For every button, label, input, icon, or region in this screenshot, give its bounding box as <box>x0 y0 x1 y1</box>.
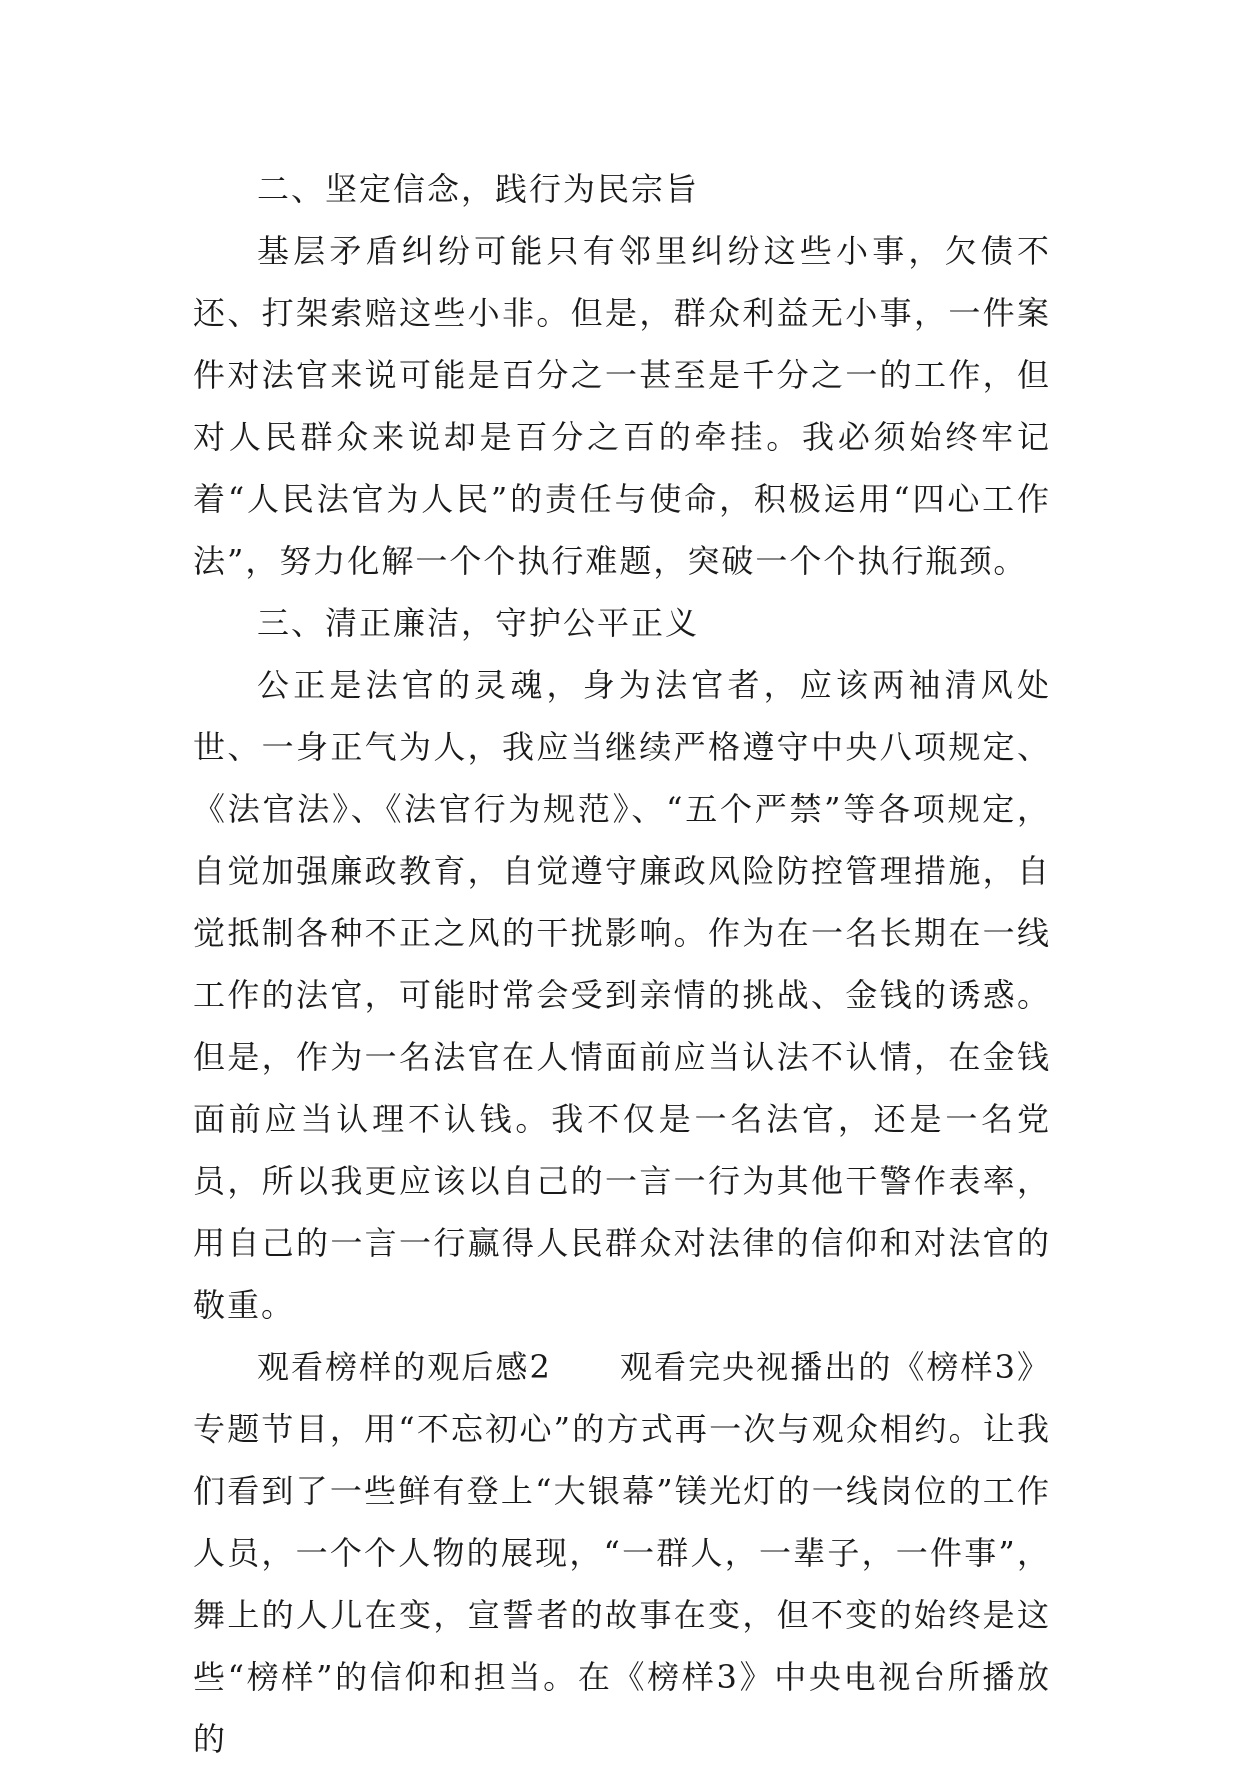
section-heading-2: 二、坚定信念，践行为民宗旨 <box>257 170 700 208</box>
body-paragraph: 基层矛盾纠纷可能只有邻里纠纷这些小事，欠债不还、打架索赔这些小非。但是，群众利益无小事，一件案件对法官来说可能是百分之一甚至是千分之一的工作，但对人民群众来说却是百分之百的牵挂。我必须始终牢记着“人民法官为人民”的责任与使命，积极运用“四心工作法”，努力化解一个个执行难题，突破一个个执行瓶颈。 <box>193 232 1051 580</box>
section-heading-3: 三、清正廉洁，守护公平正义 <box>257 604 700 642</box>
document-body <box>193 158 1051 1770</box>
body-paragraph: 观看榜样的观后感2 观看完央视播出的《榜样3》专题节目，用“不忘初心”的方式再一次与观众相约。让我们看到了一些鲜有登上“大银幕”镁光灯的一线岗位的工作人员，一个个人物的展现，“一群人，一辈子，一件事”，舞上的人儿在变，宣誓者的故事在变，但不变的始终是这些“榜样”的信仰和担当。在《榜样3》中央电视台所播放的 <box>193 1348 1051 1758</box>
body-paragraph: 公正是法官的灵魂，身为法官者，应该两袖清风处世、一身正气为人，我应当继续严格遵守中央八项规定、《法官法》、《法官行为规范》、“五个严禁”等各项规定，自觉加强廉政教育，自觉遵守廉政风险防控管理措施，自觉抵制各种不正之风的干扰影响。作为在一名长期在一线工作的法官，可能时常会受到亲情的挑战、金钱的诱惑。但是，作为一名法官在人情面前应当认法不认情，在金钱面前应当认理不认钱。我不仅是一名法官，还是一名党员，所以我更应该以自己的一言一行为其他干警作表率，用自己的一言一行赢得人民群众对法律的信仰和对法官的敬重。 <box>193 666 1051 1324</box>
